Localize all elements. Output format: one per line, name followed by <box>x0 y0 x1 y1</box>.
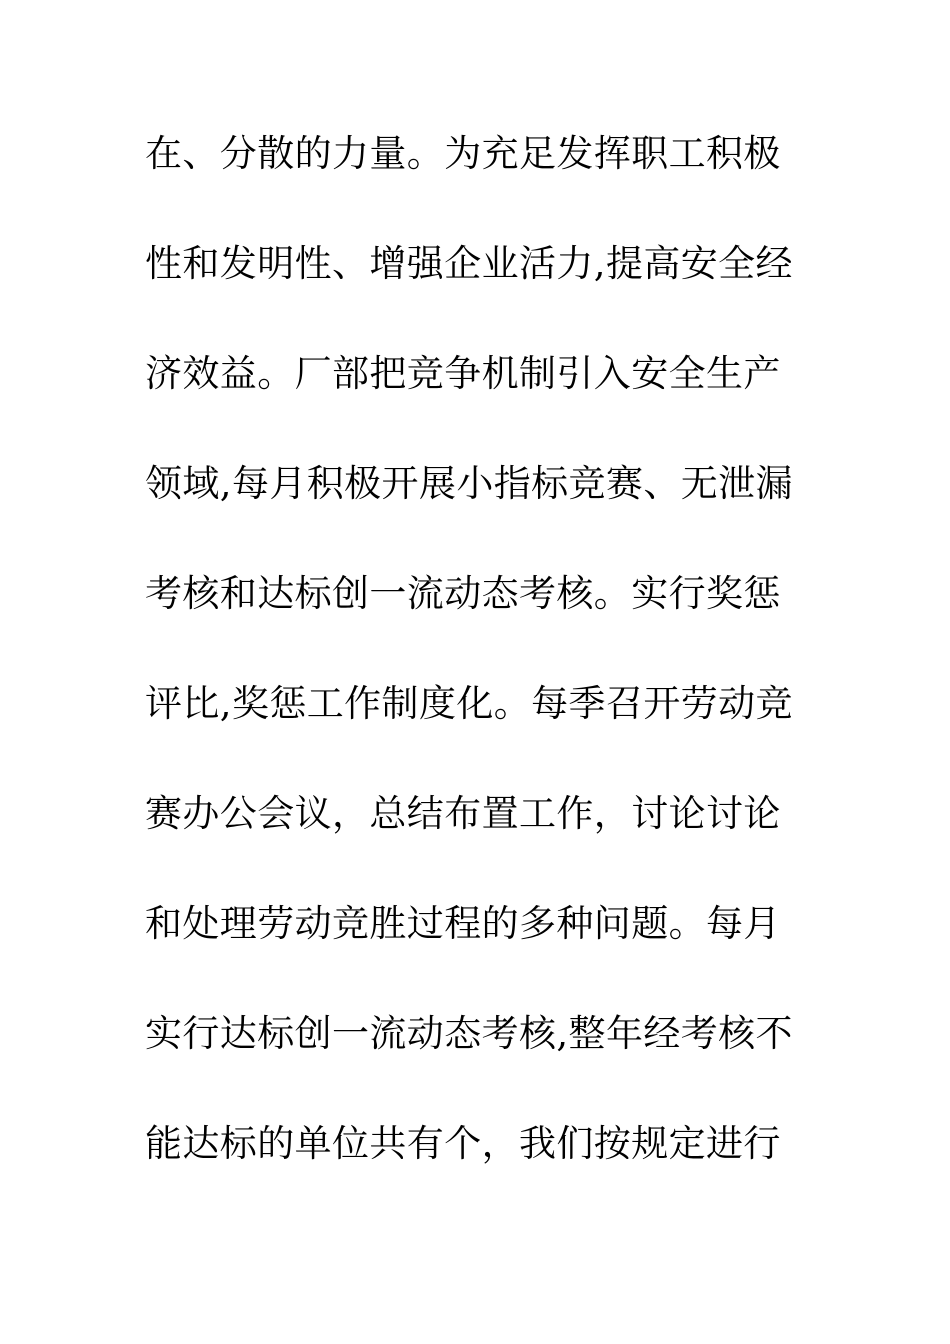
text-line: 赛办公会议，总结布置工作，讨论讨论 <box>145 792 781 835</box>
text-line: 能达标的单位共有个，我们按规定进行 <box>145 1122 781 1165</box>
text-line: 考核和达标创一流动态考核。实行奖惩 <box>145 572 781 615</box>
text-line: 在、分散的力量。为充足发挥职工积极 <box>145 132 781 175</box>
text-line: 领域,每月积极开展小指标竞赛、无泄漏 <box>145 462 793 505</box>
text-line: 评比,奖惩工作制度化。每季召开劳动竞 <box>145 682 793 725</box>
body-text <box>145 121 815 1221</box>
text-line: 性和发明性、增强企业活力,提高安全经 <box>145 242 793 285</box>
text-line: 济效益。厂部把竞争机制引入安全生产 <box>145 352 781 395</box>
text-line: 和处理劳动竞胜过程的多种问题。每月 <box>145 902 781 945</box>
text-line: 实行达标创一流动态考核,整年经考核不 <box>145 1012 793 1055</box>
